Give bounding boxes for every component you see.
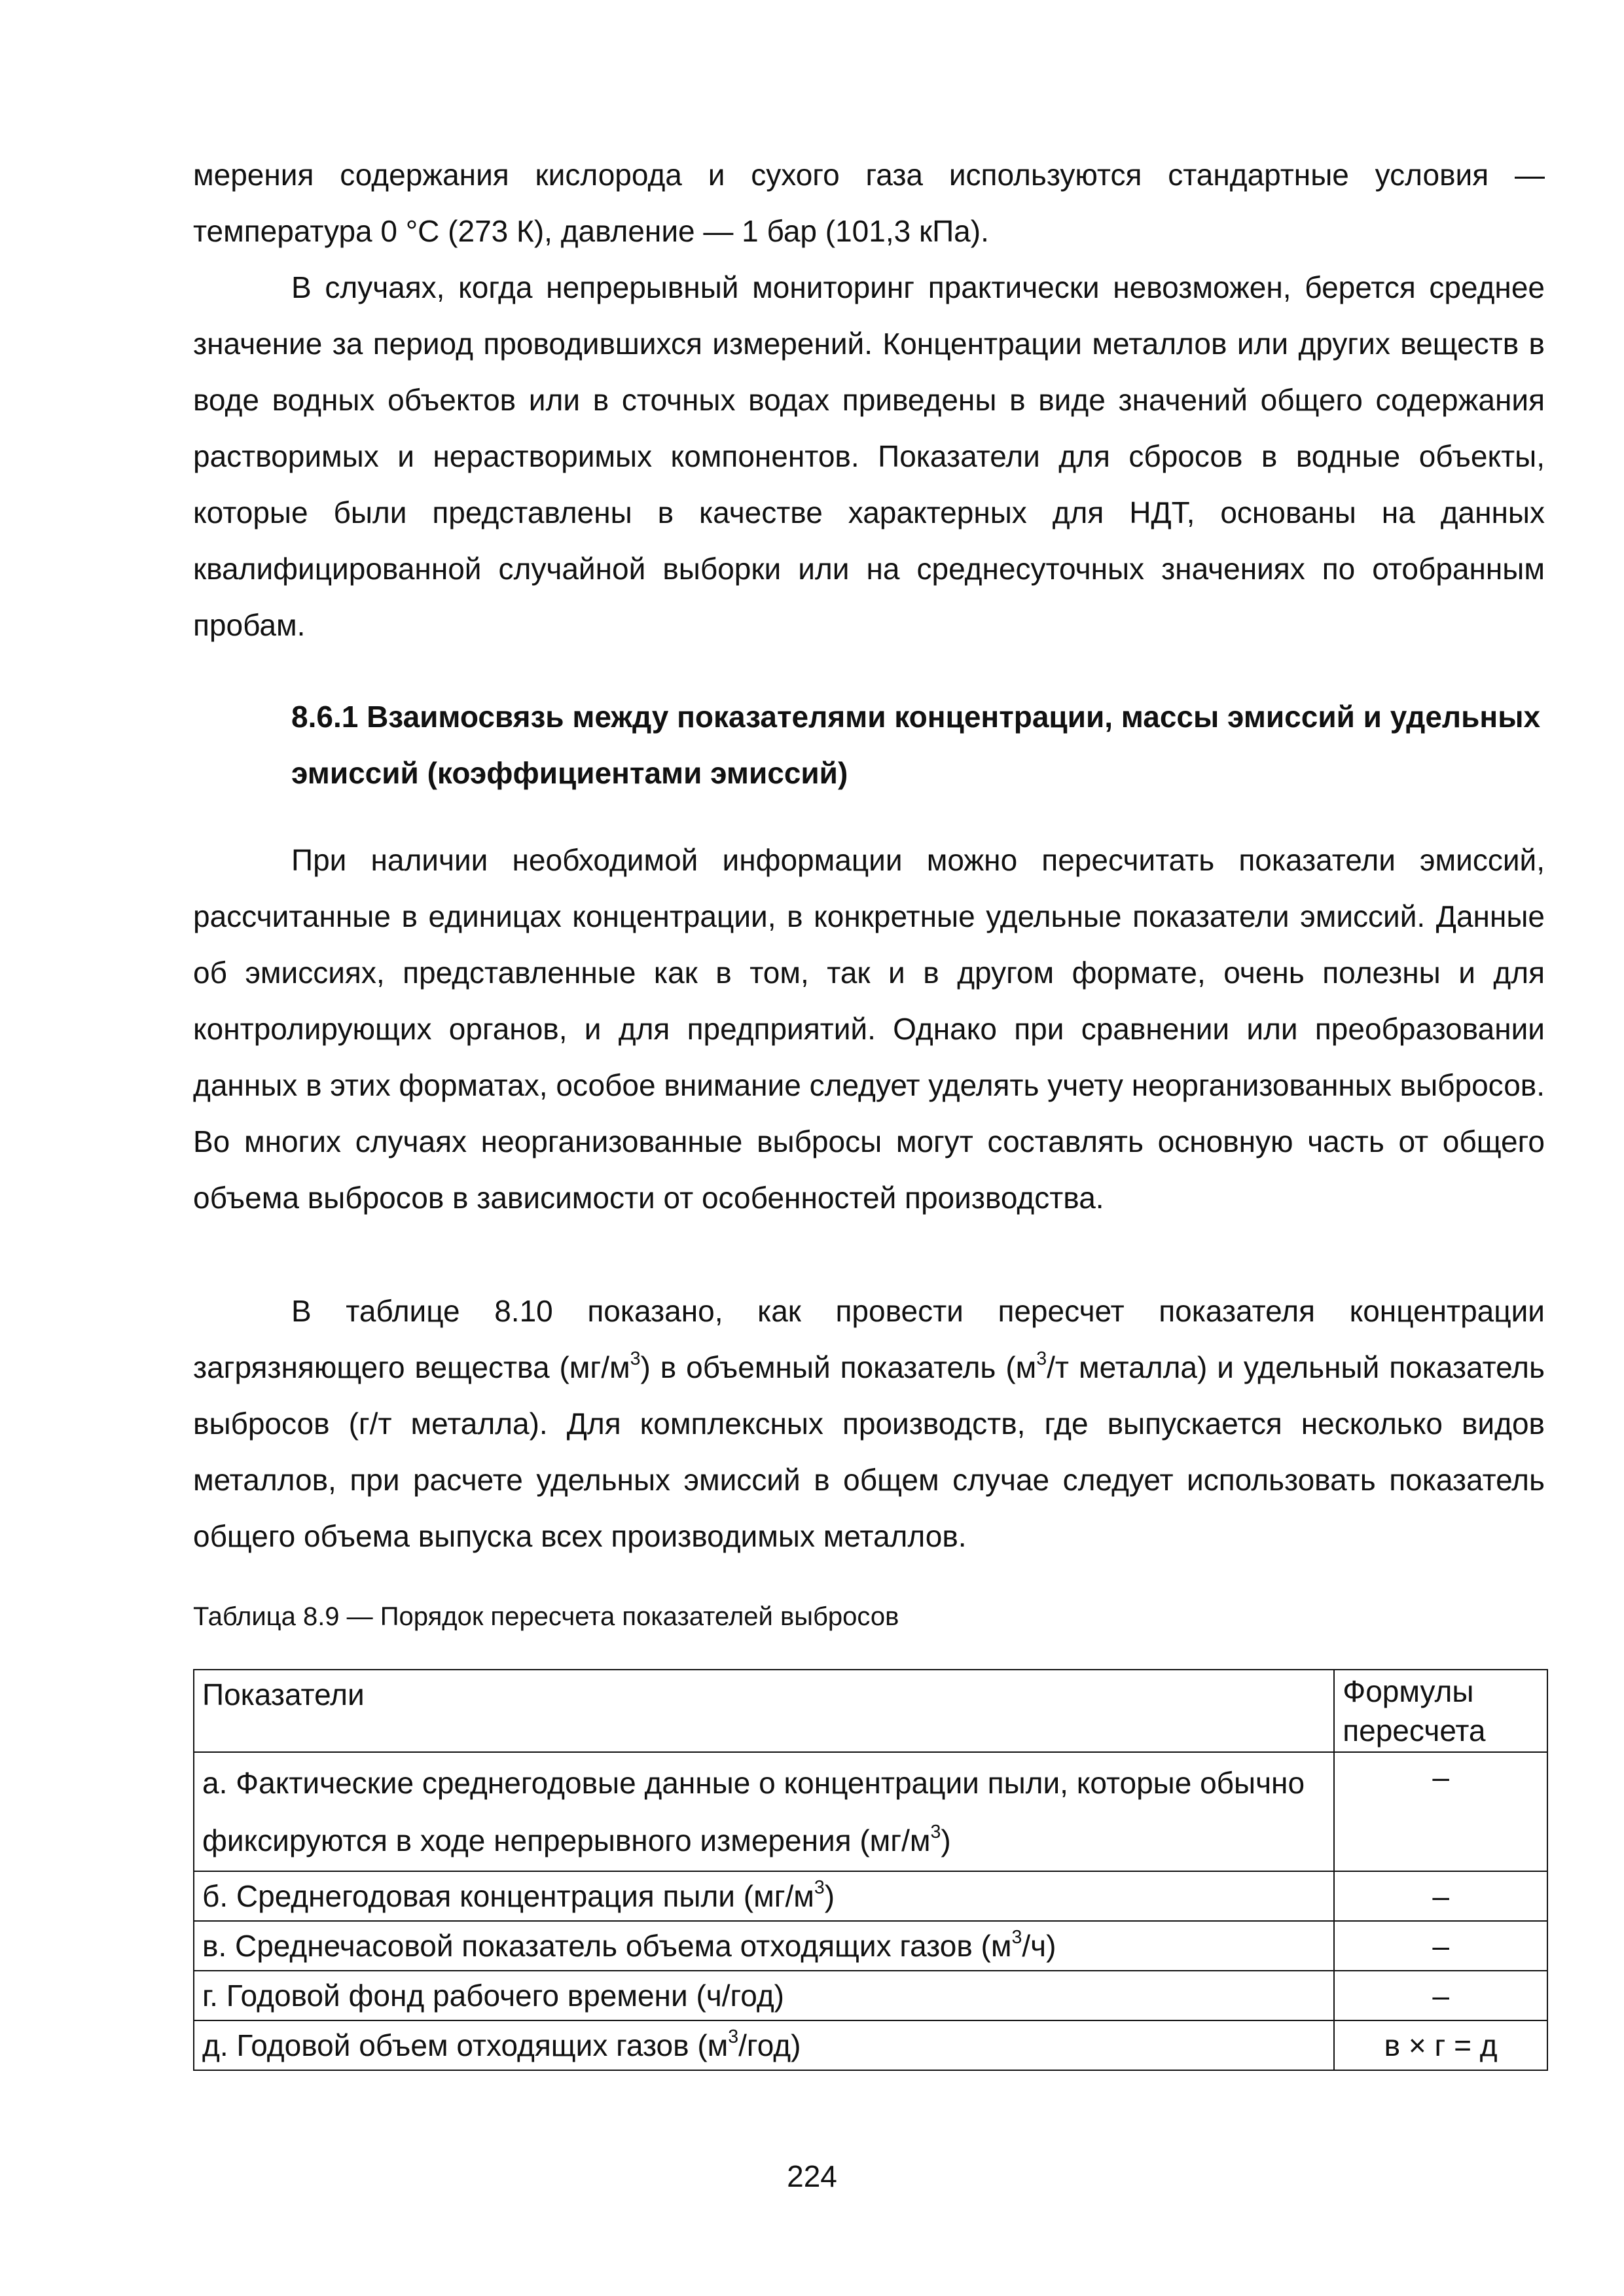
text-run: ) в объемный показатель (м [640, 1350, 1037, 1384]
table-row [194, 1752, 1547, 1871]
row-label-cell [194, 2020, 1334, 2070]
row-label-cell [194, 1971, 1334, 2020]
cell-text: /ч) [1022, 1929, 1056, 1963]
page-number: 224 [787, 2159, 837, 2193]
paragraph-text [193, 1283, 1545, 1564]
cell-text: д. Годовой объем отходящих газов (м [202, 2028, 729, 2062]
formula-cell: – [1334, 1921, 1547, 1971]
paragraph-text: В случаях, когда непрерывный мониторинг практически невозможен, берется среднее значение за период проводившихся измерений. Концентрации металлов или других веществ в воде водных объектов или в сточных водах приведены в виде значений общего содержания растворимых и нерастворимых компонентов. Показатели для сбросов в водные объекты, которые были представлены в качестве характерных для НДТ, основаны на данных квалифицированной случайной выборки или на среднесуточных значениях по отобранным пробам. [193, 270, 1545, 642]
paragraph-conversion [193, 832, 1545, 1226]
superscript: 3 [814, 1877, 825, 1899]
table-row [194, 1971, 1547, 2020]
cell-text: г. Годовой фонд рабочего времени (ч/год) [202, 1979, 785, 2013]
cell-text: а. Фактические среднегодовые данные о концентрации пыли, которые обычно фиксируются в ходе непрерывного измерения (мг/м [202, 1766, 1305, 1857]
section-heading: 8.6.1 Взаимосвязь между показателями концентрации, массы эмиссий и удельных эмиссий (коэффициентами эмиссий) [291, 700, 1541, 790]
table-header-row [194, 1670, 1547, 1752]
row-label-cell [194, 1871, 1334, 1921]
superscript: 3 [1011, 1927, 1022, 1948]
paragraph-text: При наличии необходимой информации можно пересчитать показатели эмиссий, рассчитанные в единицах концентрации, в конкретные удельные показатели эмиссий. Данные об эмиссиях, представленные как в том, так и в другом формате, очень полезны и для контролирующих органов, и для предприятий. Однако при сравнении или преобразовании данных в этих форматах, особое внимание следует уделять учету неорганизованных выбросов. Во многих случаях неорганизованные выбросы могут составлять основную часть от общего объема выбросов в зависимости от особенностей производства. [193, 843, 1545, 1215]
superscript: 3 [728, 2026, 739, 2048]
paragraph-text: мерения содержания кислорода и сухого газа используются стандартные условия — температура 0 °C (273 К), давление — 1 бар (101,3 кПа). [193, 158, 1545, 248]
cell-text: ) [941, 1823, 951, 1857]
superscript: 3 [930, 1821, 941, 1843]
text-run: /т металла) и удельный показатель выбросов (г/т металла). Для комплексных производств, где выпускается несколько видов металлов, при расчете удельных эмиссий в общем случае следует использовать показатель общего объема выпуска всех производимых металлов. [193, 1350, 1545, 1553]
cell-text: б. Среднегодовая концентрация пыли (мг/м [202, 1879, 814, 1913]
cell-text: ) [824, 1879, 835, 1913]
table-row [194, 2020, 1547, 2070]
table-row [194, 1871, 1547, 1921]
cell-text: в. Среднечасовой показатель объема отходящих газов (м [202, 1929, 1012, 1963]
superscript: 3 [630, 1348, 641, 1370]
formula-cell: – [1334, 1871, 1547, 1921]
paragraph-table-reference [193, 1283, 1545, 1564]
row-label-cell [194, 1921, 1334, 1971]
superscript: 3 [1036, 1348, 1047, 1370]
conversion-table [193, 1669, 1548, 2071]
formula-cell: – [1334, 1752, 1547, 1871]
text-run: В таблице 8.10 показано, как провести пересчет показателя концентрации загрязняющего вещества (мг/м [193, 1294, 1545, 1384]
header-cell-formulas: Формулы пересчета [1334, 1670, 1547, 1752]
header-cell-indicators: Показатели [194, 1670, 1334, 1752]
table-caption: Таблица 8.9 — Порядок пересчета показателей выбросов [193, 1602, 899, 1631]
paragraph-monitoring [193, 259, 1545, 653]
paragraph-continued [193, 147, 1545, 259]
table-row [194, 1921, 1547, 1971]
row-label-cell [194, 1752, 1334, 1871]
formula-cell: в × г = д [1334, 2020, 1547, 2070]
formula-cell: – [1334, 1971, 1547, 2020]
cell-text: /год) [738, 2028, 801, 2062]
